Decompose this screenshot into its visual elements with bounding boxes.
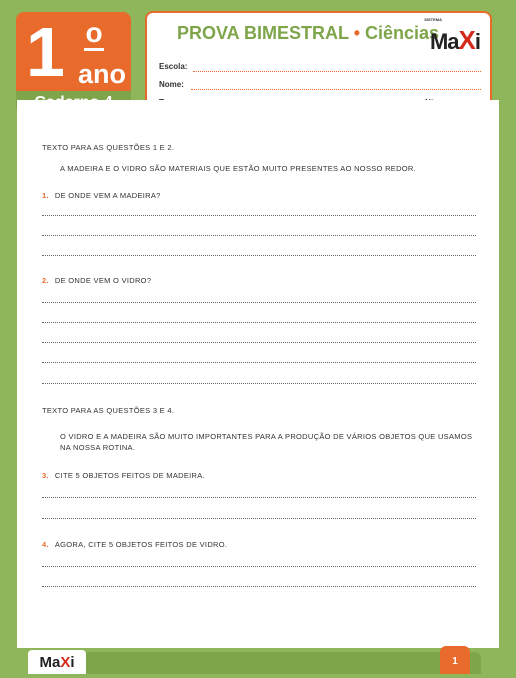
section-statement: A MADEIRA E O VIDRO SÃO MATERIAIS QUE ESTÃO MUITO PRESENTES AO NOSSO REDOR. [60, 164, 417, 173]
answer-line[interactable] [42, 342, 476, 343]
question-text: DE ONDE VEM O VIDRO? [54, 276, 152, 285]
section-intro: TEXTO PARA AS QUESTÕES 1 E 2. [42, 143, 175, 152]
answer-line[interactable] [42, 255, 476, 256]
answer-line[interactable] [42, 235, 476, 236]
logo-text-ma: Ma [429, 29, 459, 54]
grade-ano-label: ano [78, 59, 127, 89]
logo-sistema-label: SISTEMA [424, 17, 442, 22]
answer-line[interactable] [42, 586, 476, 587]
title-separator: • [353, 23, 361, 43]
question-text: AGORA, CITE 5 OBJETOS FEITOS DE VIDRO. [54, 540, 228, 549]
exam-title-main: PROVA BIMESTRAL [177, 23, 349, 43]
answer-line[interactable] [42, 518, 476, 519]
logo-text-i: i [474, 29, 480, 54]
question-text: CITE 5 OBJETOS FEITOS DE MADEIRA. [54, 471, 205, 480]
answer-line[interactable] [42, 383, 476, 384]
question-number: 3. [42, 471, 49, 480]
answer-line[interactable] [42, 362, 476, 363]
answer-line[interactable] [42, 497, 476, 498]
escola-label: Escola: [159, 62, 188, 71]
question-text: DE ONDE VEM A MADEIRA? [54, 191, 161, 200]
footer-logo-x: X [60, 654, 71, 671]
logo-text-x: X [458, 25, 475, 55]
page-number: 1 [440, 646, 470, 674]
answer-line[interactable] [42, 215, 476, 216]
question-4 [42, 540, 227, 549]
footer-logo-i: i [70, 654, 75, 671]
footer-maxi-logo [28, 650, 86, 674]
grade-number: 1 [26, 13, 65, 91]
answer-line[interactable] [42, 566, 476, 567]
footer-logo-ma: Ma [39, 654, 61, 671]
footer-bar [86, 652, 481, 674]
nome-field[interactable] [191, 89, 481, 90]
answer-line[interactable] [42, 302, 476, 303]
section-intro: TEXTO PARA AS QUESTÕES 3 E 4. [42, 406, 175, 415]
escola-field[interactable] [193, 71, 481, 72]
question-3 [42, 471, 205, 480]
answer-line[interactable] [42, 322, 476, 323]
question-number: 4. [42, 540, 49, 549]
question-number: 2. [42, 276, 49, 285]
question-number: 1. [42, 191, 49, 200]
question-2 [42, 276, 151, 285]
section-statement: O VIDRO E A MADEIRA SÃO MUITO IMPORTANTES PARA A PRODUÇÃO DE VÁRIOS OBJETOS QUE USAMOS NA NOSSA ROTINA. [60, 432, 473, 452]
maxi-logo [430, 25, 480, 56]
exam-subject: Ciências [365, 23, 440, 43]
exam-title [177, 23, 439, 44]
question-1 [42, 191, 161, 200]
grade-ordinal: o [84, 18, 104, 51]
nome-label: Nome: [159, 80, 184, 89]
